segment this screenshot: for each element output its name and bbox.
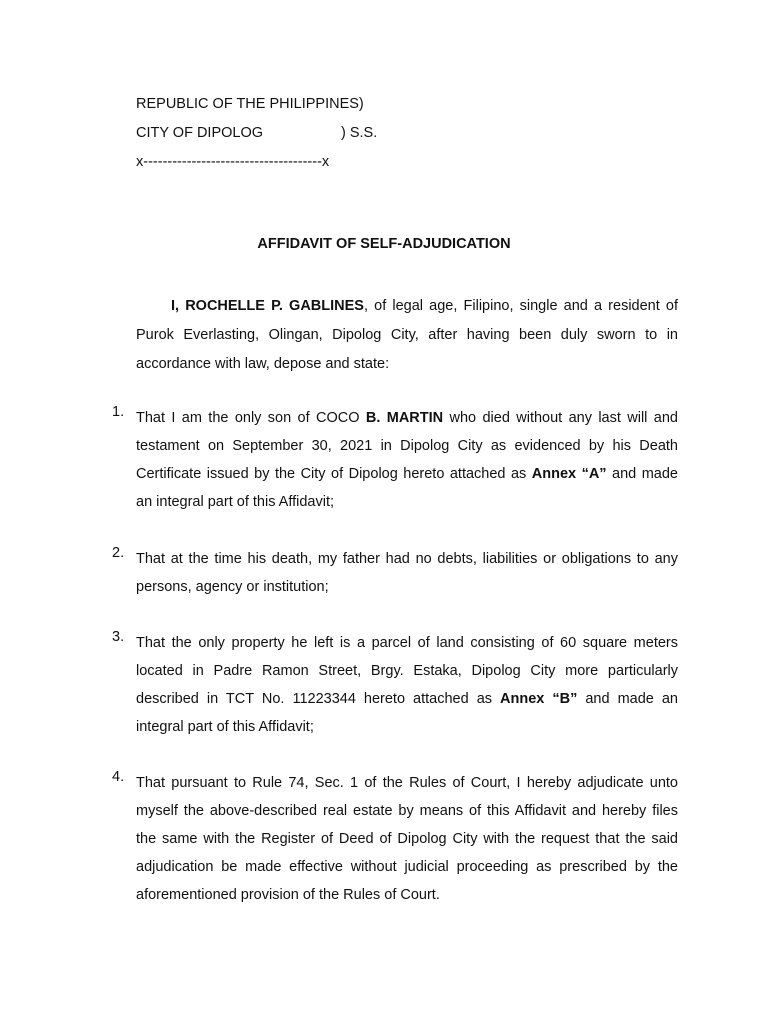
decedent-name: B. MARTIN: [365, 410, 444, 426]
affiant-name: I, ROCHELLE P. GABLINES: [171, 298, 364, 314]
paragraph-text: and made an integral part of this Affidavit;: [136, 466, 678, 510]
paragraph-text: That I am the only son of COCO: [136, 410, 366, 426]
opening-text: , of legal age, Filipino, single and a resident of Purok Everlasting, Olingan, Dipolog City, after having been duly sworn to in accordance with law, depose and state:: [136, 298, 678, 372]
paragraph-number: 1.: [112, 404, 125, 420]
paragraph-text: That at the time his death, my father had no debts, liabilities or obligations to any persons, agency or institution;: [136, 551, 678, 595]
paragraph-body: [136, 404, 678, 516]
paragraph-number: 2.: [112, 545, 125, 561]
paragraph-text: That the only property he left is a parcel of land consisting of 60 square meters located in Padre Ramon Street, Brgy. Estaka, Dipolog City more particularly described in TCT No. 11223344 hereto attached as: [136, 635, 678, 707]
paragraph-text: That pursuant to Rule 74, Sec. 1 of the Rules of Court, I hereby adjudicate unto myself the above-described real estate by means of this Affidavit and hereby files the same with the Register of Deed of Dipolog City with the request that the said adjudication be made effective without judicial proceeding as prescribed by the aforementioned provision of the Rules of Court.: [136, 775, 678, 903]
opening-paragraph: [136, 292, 678, 379]
header-city-name: CITY OF DIPOLOG: [136, 125, 264, 141]
header-republic: REPUBLIC OF THE PHILIPPINES): [136, 96, 364, 112]
paragraph-body: [136, 769, 678, 909]
annex-a-label: Annex “A”: [531, 466, 607, 482]
header-ss: ) S.S.: [341, 125, 378, 141]
document-title: AFFIDAVIT OF SELF-ADJUDICATION: [257, 236, 511, 252]
annex-b-label: Annex “B”: [500, 691, 578, 707]
header-separator: x-------------------------------------x: [136, 154, 330, 170]
paragraph-text: and made an integral part of this Affidavit;: [136, 691, 678, 735]
paragraph-body: [136, 545, 678, 601]
header-city: [136, 125, 378, 141]
paragraph-body: [136, 629, 678, 741]
paragraph-text: who died without any last will and testament on September 30, 2021 in Dipolog City as evidenced by his Death Certificate issued by the City of Dipolog hereto attached as: [136, 410, 678, 482]
paragraph-number: 4.: [112, 769, 125, 785]
paragraph-number: 3.: [112, 629, 125, 645]
